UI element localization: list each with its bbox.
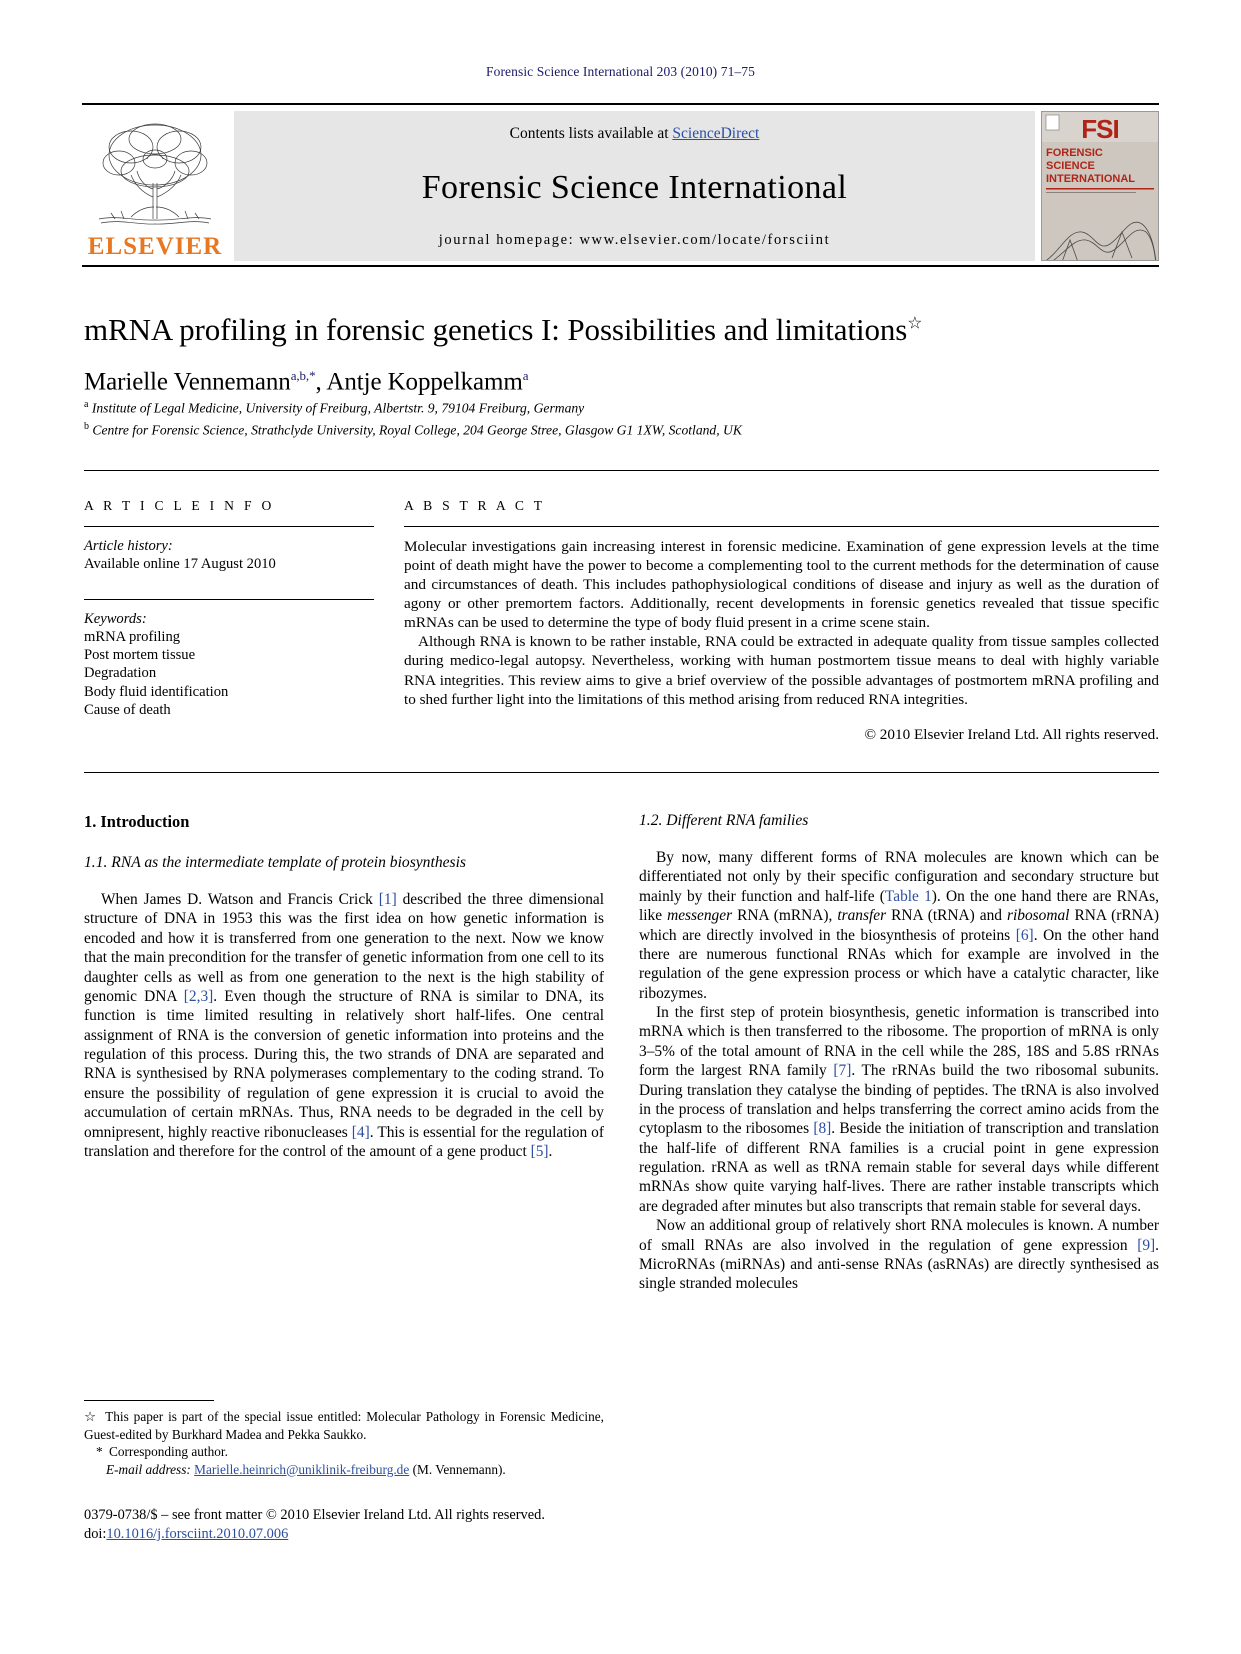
para-text: . On the other hand there are numerous functional RNAs which for example are involved in the regulation of the gene expression process or which have a catalytic character, like ribozymes. bbox=[639, 926, 1159, 1002]
paragraph-1-2-c bbox=[639, 1216, 1159, 1294]
subsection-heading-1-1: 1.1. RNA as the intermediate template of protein biosynthesis bbox=[84, 854, 467, 871]
subsection-heading-1-2: 1.2. Different RNA families bbox=[639, 812, 809, 829]
paragraph-1-2-b bbox=[639, 1003, 1159, 1216]
article-info-abstract-region bbox=[84, 486, 1159, 744]
para-text: . Beside the initiation of transcription and translation the half-life of different RNA families is a crucial point in gene expression regulation. rRNA as well as tRNA remain stable for several days while different mRNAs show quite varying half-lives. There are rather instable transcripts which are degraded after minutes but also transcripts that remain stable for several days. bbox=[639, 1120, 1160, 1215]
running-head: Forensic Science International 203 (2010) 71–75 bbox=[485, 64, 755, 79]
para-text: When James D. Watson and Francis Crick bbox=[101, 891, 379, 908]
affiliation-a-mark: a bbox=[84, 399, 89, 411]
svg-text:FSI: FSI bbox=[1081, 114, 1119, 144]
elsevier-wordmark: ELSEVIER bbox=[87, 233, 223, 260]
contents-available-line bbox=[234, 125, 1035, 143]
article-info-heading: A R T I C L E I N F O bbox=[84, 498, 275, 513]
author-name-1: Marielle Vennemann bbox=[84, 368, 291, 396]
email-author-suffix: (M. Vennemann). bbox=[412, 1461, 506, 1477]
abstract-paragraph-1: Molecular investigations gain increasing interest in forensic medicine. Examination of gene expression levels at the time point of death might have the power to become a complementing tool to the current methods for the determination of cause and circumstances of death. This includes pathophysiological conditions of disease and injury as well as the duration of agony or other premortem factors. Additionally, recent developments in forensic genetics revealed that tissue specific mRNAs can be used to determine the type of body fluid present in a crime scene stain. bbox=[404, 538, 1159, 632]
doi-label: doi: bbox=[84, 1525, 107, 1542]
affiliation-b-mark: b bbox=[84, 420, 89, 432]
article-info-divider-2 bbox=[84, 599, 374, 600]
infobox-top-rule bbox=[84, 470, 1159, 471]
author-list bbox=[84, 368, 1159, 396]
svg-text:FORENSIC: FORENSIC bbox=[1046, 147, 1103, 159]
paragraph-1-1 bbox=[84, 890, 604, 1161]
title-block bbox=[84, 312, 1159, 440]
para-text: RNA (mRNA), bbox=[732, 907, 838, 925]
author-1-marks: a,b,* bbox=[290, 367, 316, 383]
para-text: . MicroRNAs (miRNAs) and anti-sense RNAs (asRNAs) are directly synthesised as single stranded molecules bbox=[639, 1236, 1159, 1293]
contents-prefix: Contents lists available at bbox=[509, 125, 673, 142]
keyword-item: mRNA profiling bbox=[84, 629, 181, 646]
table-ref-link[interactable]: Table 1 bbox=[884, 887, 932, 905]
para-text: RNA (rRNA) which are directly involved in the biosynthesis of proteins bbox=[639, 907, 1159, 944]
journal-cover-thumbnail bbox=[1041, 111, 1159, 261]
paragraph-1-2-a bbox=[639, 848, 1159, 1003]
abstract-column bbox=[404, 486, 1159, 744]
article-info-column bbox=[84, 486, 374, 744]
title-footnote-marker: ☆ bbox=[907, 313, 923, 333]
elsevier-tree-icon bbox=[91, 115, 219, 233]
page-title bbox=[84, 312, 1159, 348]
affiliation-b bbox=[84, 420, 1159, 440]
affiliation-a bbox=[84, 398, 1159, 418]
emphasis-transfer: transfer bbox=[837, 907, 887, 925]
footnote-special-issue bbox=[84, 1408, 604, 1443]
citation-ref[interactable]: [4] bbox=[351, 1123, 370, 1141]
keyword-item: Body fluid identification bbox=[84, 683, 229, 700]
para-text: . This is essential for the regulation of translation and therefore for the control of the amount of a gene product bbox=[84, 1123, 604, 1160]
abstract-heading: A B S T R A C T bbox=[404, 498, 546, 513]
keyword-item: Cause of death bbox=[84, 701, 171, 718]
para-text: By now, many different forms of RNA molecules are known which can be differentiated not only by their specific configuration and secondary structure but mainly by their function and half-life ( bbox=[639, 849, 1159, 905]
keywords-list bbox=[84, 628, 374, 718]
para-text: In the first step of protein biosynthesis, genetic information is transcribed into mRNA which is then transferred to the ribosome. The proportion of mRNA is only 3–5% of the total amount of RNA in the cell while the 28S, 18S and 5.8S rRNAs form the largest RNA family bbox=[639, 1004, 1159, 1080]
para-text: . The rRNAs build the two ribosomal subunits. During translation they catalyse the binding of peptides. The tRNA is also involved in the process of translation and helps transferring the correct amino acids from the cytoplasm to the ribosomes bbox=[639, 1062, 1159, 1138]
sciencedirect-link[interactable]: ScienceDirect bbox=[672, 125, 760, 142]
citation-ref[interactable]: [5] bbox=[530, 1142, 549, 1160]
author-name-2: Antje Koppelkamm bbox=[326, 368, 523, 396]
doi-line bbox=[84, 1525, 644, 1544]
para-text: ). On the one hand there are RNAs, like bbox=[639, 887, 1159, 925]
article-history-label: Article history: bbox=[84, 538, 173, 554]
keywords-label: Keywords: bbox=[84, 611, 147, 628]
svg-text:SCIENCE: SCIENCE bbox=[1046, 160, 1095, 172]
cover-artwork-icon bbox=[1042, 112, 1158, 261]
emphasis-messenger: messenger bbox=[667, 907, 733, 925]
author-2-marks: a bbox=[522, 367, 529, 383]
keyword-item: Post mortem tissue bbox=[84, 647, 196, 664]
elsevier-logo bbox=[82, 111, 228, 261]
article-info-divider-1 bbox=[84, 526, 374, 527]
para-text: described the three dimensional structure of DNA in 1953 this was the first idea on how genetic information is encoded and how it is transferred from one generation to the next. Now we know that the main precondition for the transfer of genetic information from one cell to its daughter cells as well as from one generation to the next is the high stability of genomic DNA bbox=[84, 891, 605, 1005]
para-text: . Even though the structure of RNA is similar to DNA, its function is time limited resulting in relatively short half-lifes. One central assignment of RNA is the conversion of genetic information into proteins and the regulation of this process. During this, the two strands of DNA are separated and RNA is synthesised by RNA polymerases complementary to the coding strand. To ensure the possibility of regulation of gene expression it is crucial to avoid the accumulation of certain mRNAs. Thus, RNA needs to be degraded in the cell by omnipresent, highly reactive ribonucleases bbox=[84, 987, 605, 1141]
infobox-bottom-rule bbox=[84, 772, 1159, 773]
footnote-email bbox=[84, 1461, 604, 1479]
citation-ref[interactable]: [1] bbox=[378, 891, 397, 908]
citation-ref[interactable]: [8] bbox=[813, 1120, 832, 1138]
emphasis-ribosomal: ribosomal bbox=[1007, 907, 1070, 925]
doi-link[interactable]: 10.1016/j.forsciint.2010.07.006 bbox=[106, 1525, 289, 1542]
citation-ref[interactable]: [7] bbox=[833, 1062, 852, 1080]
paper-title-text: mRNA profiling in forensic genetics I: Possibilities and limitations bbox=[84, 312, 908, 347]
article-history-value: Available online 17 August 2010 bbox=[84, 556, 276, 573]
para-text: Now an additional group of relatively short RNA molecules is known. A number of small RNAs are also involved in the regulation of gene expression bbox=[639, 1217, 1159, 1254]
svg-text:INTERNATIONAL: INTERNATIONAL bbox=[1046, 173, 1136, 185]
journal-homepage-line[interactable]: journal homepage: www.elsevier.com/locate/forsciint bbox=[438, 232, 831, 248]
footnote-text: Corresponding author. bbox=[108, 1444, 228, 1460]
footnote-star-mark: ☆ bbox=[84, 1409, 98, 1424]
footnote-asterisk-mark: * bbox=[96, 1444, 103, 1460]
email-link[interactable]: Marielle.heinrich@uniklinik-freiburg.de bbox=[194, 1461, 410, 1477]
footnote-text: This paper is part of the special issue entitled: Molecular Pathology in Forensic Medicine, Guest-edited by Burkhard Madea and Pekka Saukko. bbox=[84, 1409, 604, 1442]
para-text: . bbox=[548, 1142, 553, 1160]
journal-title: Forensic Science International bbox=[421, 168, 848, 206]
journal-masthead bbox=[82, 103, 1159, 267]
affiliation-a-text: Institute of Legal Medicine, University of Freiburg, Albertstr. 9, 79104 Freiburg, Germany bbox=[91, 400, 585, 416]
citation-ref[interactable]: [9] bbox=[1137, 1236, 1156, 1254]
footnote-rule bbox=[84, 1400, 214, 1401]
affiliation-b-text: Centre for Forensic Science, Strathclyde University, Royal College, 204 George Stree, Glasgow G1 1XW, Scotland, UK bbox=[92, 422, 742, 438]
citation-ref[interactable]: [6] bbox=[1015, 926, 1034, 944]
abstract-divider bbox=[404, 526, 1159, 527]
page-footer bbox=[84, 1506, 644, 1543]
author-separator: , bbox=[315, 368, 327, 396]
para-text: RNA (tRNA) and bbox=[886, 907, 1007, 925]
citation-ref[interactable]: [2,3] bbox=[183, 987, 214, 1005]
issn-copyright-line: 0379-0738/$ – see front matter © 2010 Elsevier Ireland Ltd. All rights reserved. bbox=[84, 1507, 545, 1523]
section-heading-introduction: 1. Introduction bbox=[84, 812, 190, 831]
footnote-corresponding-author bbox=[84, 1443, 604, 1461]
masthead-center-panel bbox=[234, 111, 1035, 261]
email-address-label: E-mail address: bbox=[106, 1461, 191, 1477]
abstract-copyright: © 2010 Elsevier Ireland Ltd. All rights reserved. bbox=[864, 725, 1159, 743]
body-right-column bbox=[639, 812, 1159, 1512]
footnotes-block bbox=[84, 1400, 604, 1478]
abstract-paragraph-2: Although RNA is known to be rather instable, RNA could be extracted in adequate quality from tissue samples collected during medico-legal autopsy. Nevertheless, working with human postmortem tissue means to deal with highly variable RNA integrities. This review aims to give a brief overview of the possible advantages of postmortem mRNA profiling and to shed further light into the limitations of this method arising from reduced RNA integrities. bbox=[404, 633, 1159, 708]
keyword-item: Degradation bbox=[84, 665, 157, 682]
